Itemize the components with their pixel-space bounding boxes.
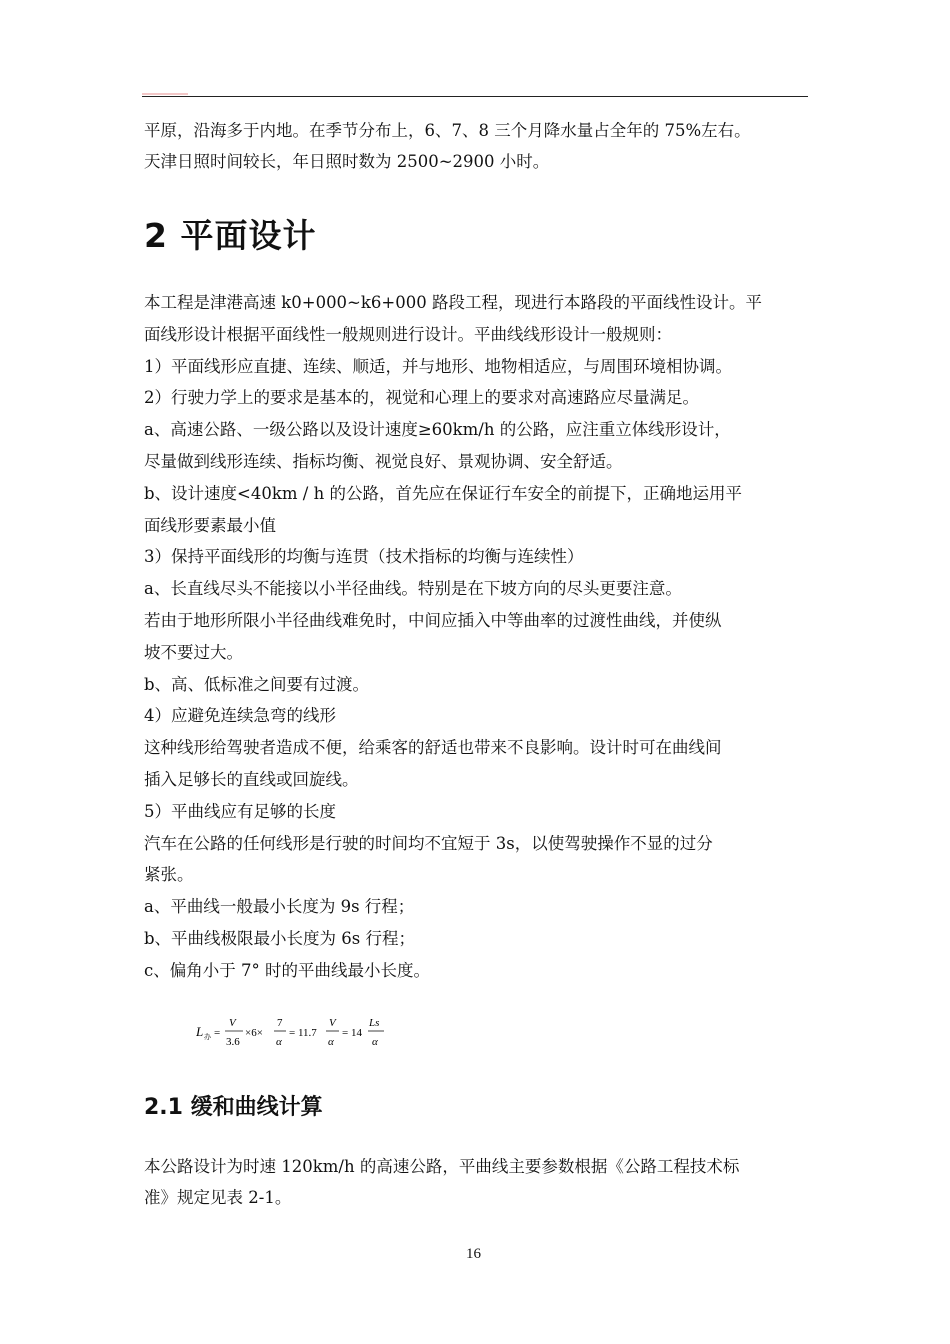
section-title: 2 平面设计 (144, 216, 317, 255)
formula (196, 1012, 396, 1052)
intro-line: 天津日照时间较长，年日照时数为 2500~2900 小时。 (144, 152, 550, 171)
body-line: a、长直线尽头不能接以小半径曲线。特别是在下坡方向的尽头更要注意。 (144, 579, 682, 598)
formula-frac3-den: α (328, 1036, 334, 1048)
body-line: 面线形设计根据平面线性一般规则进行设计。平曲线线形设计一般规则： (144, 325, 672, 344)
body-line: b、设计速度<40km / h 的公路，首先应在保证行车安全的前提下，正确地运用平 (144, 484, 742, 503)
body-line: c、偏角小于 7° 时的平曲线最小长度。 (144, 961, 430, 980)
formula-frac1-den: 3.6 (226, 1036, 240, 1048)
formula-eq3: = 14 (342, 1027, 362, 1039)
body-line: a、高速公路、一级公路以及设计速度≥60km/h 的公路，应注重立体线形设计， (144, 420, 731, 439)
formula-lhs-sub: 办 (204, 1033, 211, 1041)
body-line: 插入足够长的直线或回旋线。 (144, 770, 359, 789)
body-line: a、平曲线一般最小长度为 9s 行程； (144, 897, 415, 916)
body-line: 3）保持平面线形的均衡与连贯（技术指标的均衡与连续性） (144, 547, 584, 566)
body-line: 这种线形给驾驶者造成不便，给乘客的舒适也带来不良影响。设计时可在曲线间 (144, 738, 722, 757)
formula-frac3-num: V (329, 1017, 336, 1029)
body-line: 汽车在公路的任何线形是行驶的时间均不宜短于 3s，以使驾驶操作不显的过分 (144, 834, 713, 853)
body-line: 4）应避免连续急弯的线形 (144, 706, 336, 725)
formula-lhs: L (196, 1024, 204, 1039)
formula-frac4-den: α (372, 1036, 378, 1048)
formula-mult: ×6× (245, 1027, 263, 1039)
body-line: b、高、低标准之间要有过渡。 (144, 675, 370, 694)
body-line: 2）行驶力学上的要求是基本的，视觉和心理上的要求对高速路应尽量满足。 (144, 388, 699, 407)
header-mark (142, 93, 188, 95)
formula-frac2-den: α (276, 1036, 282, 1048)
formula-eq: = (214, 1027, 221, 1039)
formula-frac4-num: Ls (369, 1017, 380, 1029)
sub-line: 准》规定见表 2-1。 (144, 1188, 292, 1207)
intro-line: 平原，沿海多于内地。在季节分布上，6、7、8 三个月降水量占全年的 75%左右。 (144, 121, 751, 140)
sub-line: 本公路设计为时速 120km/h 的高速公路，平曲线主要参数根据《公路工程技术标 (144, 1157, 740, 1176)
body-line: 若由于地形所限小半径曲线难免时，中间应插入中等曲率的过渡性曲线，并使纵 (144, 611, 722, 630)
body-line: 1）平面线形应直捷、连续、顺适，并与地形、地物相适应，与周围环境相协调。 (144, 357, 732, 376)
body-line: 坡不要过大。 (144, 643, 243, 662)
body-line: 紧张。 (144, 865, 194, 884)
body-line: 面线形要素最小值 (144, 516, 276, 535)
body-line: 5）平曲线应有足够的长度 (144, 802, 336, 821)
page-number: 16 (466, 1246, 481, 1262)
formula-eq2: = 11.7 (289, 1027, 317, 1039)
header-rule (142, 96, 808, 97)
body-line: 尽量做到线形连续、指标均衡、视觉良好、景观协调、安全舒适。 (144, 452, 623, 471)
subsection-title: 2.1 缓和曲线计算 (144, 1095, 323, 1120)
formula-frac1-num: V (229, 1017, 236, 1029)
body-line: b、平曲线极限最小长度为 6s 行程； (144, 929, 416, 948)
formula-frac2-num: 7 (277, 1017, 283, 1029)
body-line: 本工程是津港高速 k0+000~k6+000 路段工程，现进行本路段的平面线性设计。平 (144, 293, 762, 312)
